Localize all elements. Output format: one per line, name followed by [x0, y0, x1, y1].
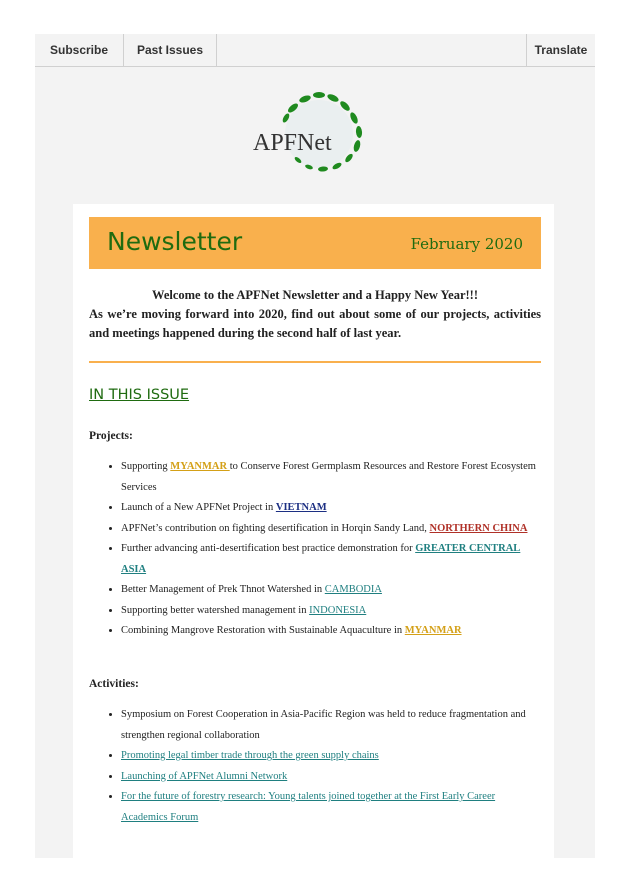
- project-link-northern-china[interactable]: NORTHERN CHINA: [429, 522, 528, 534]
- apfnet-logo: [253, 88, 379, 188]
- translate-button[interactable]: Translate: [534, 43, 588, 57]
- list-item: • Combining Mangrove Restoration with Sustainable Aquaculture in MYANMAR: [121, 621, 541, 642]
- newsletter-banner: [89, 217, 541, 269]
- welcome-message: [89, 286, 541, 343]
- newsletter-date: February 2020: [410, 235, 523, 253]
- list-item: • Launch of a New APFNet Project in VIETNAM: [121, 498, 541, 519]
- newsletter-title: Newsletter: [107, 227, 243, 256]
- activity-link-academics-forum[interactable]: For the future of forestry research: Young talents joined together at the First Early Career Academics Forum: [121, 791, 496, 823]
- projects-list: [89, 457, 541, 642]
- list-item: • Supporting MYANMAR to Conserve Forest Germplasm Resources and Restore Forest Ecosystem Services: [121, 457, 541, 498]
- activities-list: [89, 705, 541, 828]
- activities-heading: Activities:: [89, 678, 139, 690]
- list-item: • APFNet’s contribution on fighting desertification in Horqin Sandy Land, NORTHERN CHINA: [121, 519, 541, 540]
- in-this-issue-heading[interactable]: IN THIS ISSUE: [89, 387, 190, 403]
- topbar-spacer: [217, 34, 527, 66]
- activity-link-alumni-network[interactable]: Launching of APFNet Alumni Network: [121, 770, 288, 782]
- logo-text: APFNet: [253, 130, 332, 156]
- project-link-myanmar-mangrove[interactable]: MYANMAR: [404, 625, 462, 636]
- projects-heading: Projects:: [89, 430, 133, 442]
- project-link-greater-central-asia[interactable]: GREATER CENTRAL ASIA: [121, 543, 521, 575]
- list-item: • Supporting better watershed management in INDONESIA: [121, 601, 541, 622]
- project-link-myanmar[interactable]: MYANMAR: [170, 461, 230, 472]
- project-link-indonesia[interactable]: INDONESIA: [309, 604, 367, 616]
- welcome-line-1: Welcome to the APFNet Newsletter and a Happy New Year!!!: [152, 288, 478, 302]
- list-item: [121, 767, 541, 788]
- top-bar: [35, 34, 595, 67]
- list-item: • Better Management of Prek Thnot Watershed in CAMBODIA: [121, 580, 541, 601]
- activity-link-legal-timber[interactable]: Promoting legal timber trade through the green supply chains: [121, 750, 379, 761]
- newsletter-card: [73, 204, 554, 864]
- list-item: • Further advancing anti-desertification best practice demonstration for GREATER CENTRAL ASIA: [121, 539, 541, 580]
- project-link-cambodia[interactable]: CAMBODIA: [324, 584, 382, 595]
- past-issues-button[interactable]: Past Issues: [124, 34, 217, 66]
- subscribe-button[interactable]: Subscribe: [35, 34, 124, 66]
- project-link-vietnam[interactable]: VIETNAM: [275, 502, 327, 513]
- welcome-line-2: As we’re moving forward into 2020, find out about some of our projects, activities and meetings happened during the second half of last year.: [89, 307, 541, 340]
- section-divider: [89, 361, 541, 363]
- list-item: • Symposium on Forest Cooperation in Asia-Pacific Region was held to reduce fragmentation and strengthen regional collaboration: [121, 705, 541, 746]
- list-item: [121, 746, 541, 767]
- list-item: [121, 787, 541, 828]
